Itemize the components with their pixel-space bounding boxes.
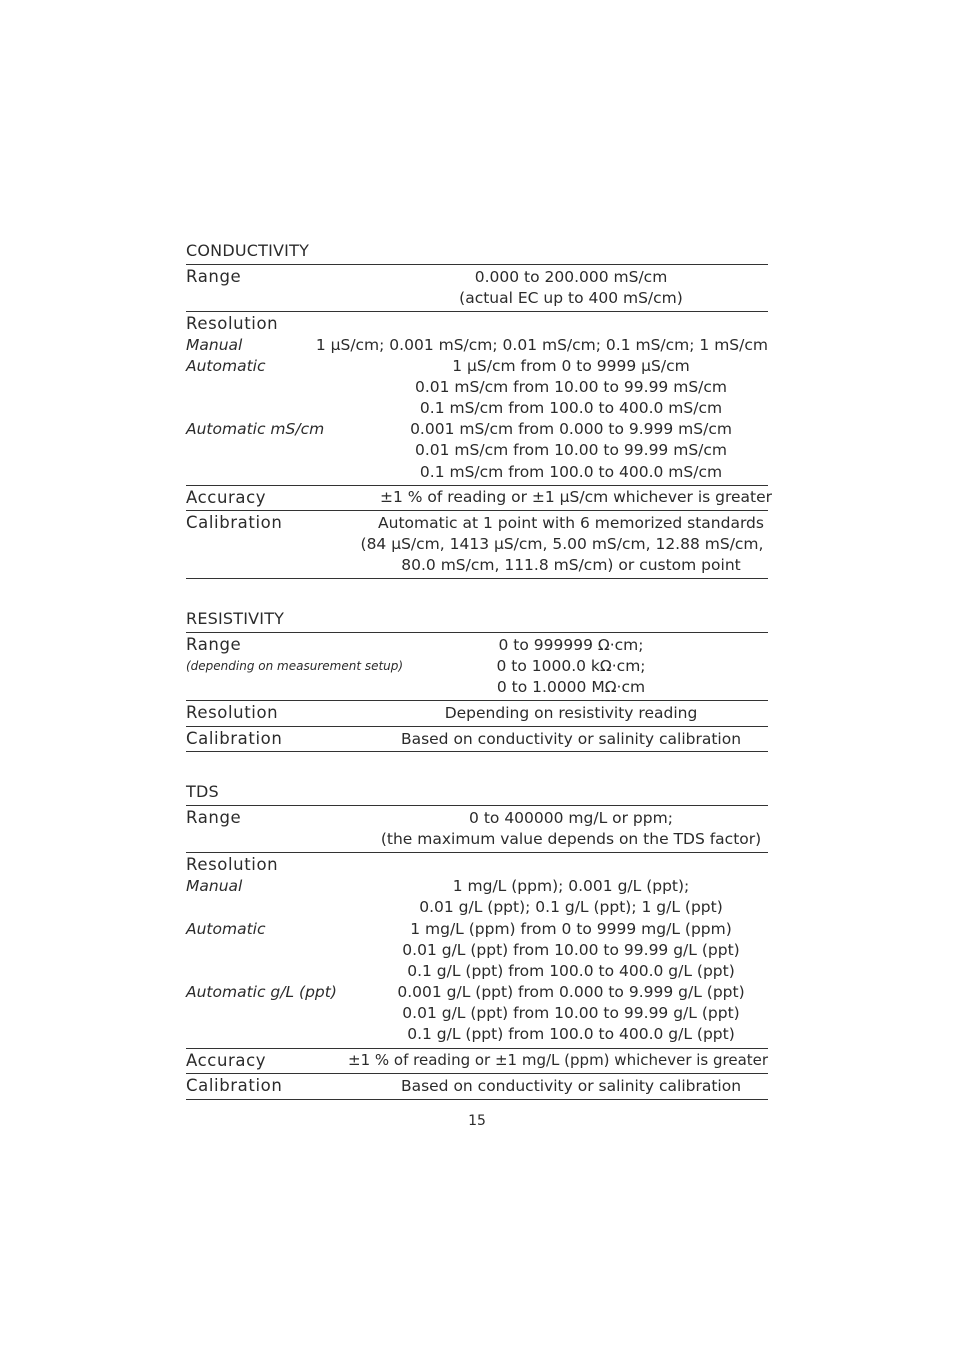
divider xyxy=(186,1073,768,1074)
divider xyxy=(186,311,768,312)
divider xyxy=(186,510,768,511)
divider xyxy=(186,264,768,265)
divider xyxy=(186,1099,768,1100)
range-label: Range xyxy=(186,635,242,654)
range-value: 0 to 1.0000 MΩ·cm xyxy=(496,678,646,696)
calibration-label: Calibration xyxy=(186,729,283,748)
manual-label: Manual xyxy=(186,336,243,354)
accuracy-label: Accuracy xyxy=(186,488,267,507)
range-value: (the maximum value depends on the TDS factor) xyxy=(380,830,762,848)
resolution-value: 0.001 mS/cm from 0.000 to 9.999 mS/cm xyxy=(410,420,732,438)
calibration-value: Based on conductivity or salinity calibration xyxy=(400,730,742,748)
automatic-ms-label: Automatic mS/cm xyxy=(186,420,325,438)
range-label: Range xyxy=(186,808,242,827)
calibration-value: (84 µS/cm, 1413 µS/cm, 5.00 mS/cm, 12.88 mS/cm, xyxy=(360,535,764,553)
divider xyxy=(186,805,768,806)
automatic-gl-label: Automatic g/L (ppt) xyxy=(186,983,337,1001)
section-title-tds: TDS xyxy=(186,782,219,801)
resolution-value: 0.001 g/L (ppt) from 0.000 to 9.999 g/L (ppt) xyxy=(397,983,745,1001)
page-number: 15 xyxy=(468,1113,486,1129)
calibration-value: Based on conductivity or salinity calibration xyxy=(400,1077,742,1095)
divider xyxy=(186,726,768,727)
range-value: 0.000 to 200.000 mS/cm xyxy=(474,268,668,286)
accuracy-value: ±1 % of reading or ±1 mg/L (ppm) whichever is greater xyxy=(348,1051,769,1069)
range-value: 0 to 1000.0 kΩ·cm; xyxy=(496,657,646,675)
range-value: 0 to 400000 mg/L or ppm; xyxy=(469,809,673,827)
resolution-value: 0.01 mS/cm from 10.00 to 99.99 mS/cm xyxy=(414,441,727,459)
resolution-label: Resolution xyxy=(186,314,279,333)
accuracy-value: ±1 % of reading or ±1 µS/cm whichever is greater xyxy=(380,488,773,506)
calibration-label: Calibration xyxy=(186,513,283,532)
resolution-value: 0.1 mS/cm from 100.0 to 400.0 mS/cm xyxy=(419,399,723,417)
divider xyxy=(186,751,768,752)
range-note: (depending on measurement setup) xyxy=(186,659,404,673)
resolution-value: 0.01 g/L (ppt) from 10.00 to 99.99 g/L (ppt) xyxy=(402,941,740,959)
resolution-value: 0.01 mS/cm from 10.00 to 99.99 mS/cm xyxy=(414,378,727,396)
resolution-value: 1 mg/L (ppm) from 0 to 9999 mg/L (ppm) xyxy=(410,920,732,938)
resolution-value: 0.1 mS/cm from 100.0 to 400.0 mS/cm xyxy=(419,463,723,481)
range-value: (actual EC up to 400 mS/cm) xyxy=(459,289,683,307)
calibration-value: Automatic at 1 point with 6 memorized standards xyxy=(378,514,764,532)
resolution-value: 1 mg/L (ppm); 0.001 g/L (ppt); xyxy=(452,877,690,895)
divider xyxy=(186,1048,768,1049)
resolution-value: 0.1 g/L (ppt) from 100.0 to 400.0 g/L (ppt) xyxy=(407,962,735,980)
calibration-value: 80.0 mS/cm, 111.8 mS/cm) or custom point xyxy=(401,556,741,574)
divider xyxy=(186,700,768,701)
resolution-label: Resolution xyxy=(186,703,279,722)
divider xyxy=(186,632,768,633)
section-title-conductivity: CONDUCTIVITY xyxy=(186,241,310,260)
manual-label: Manual xyxy=(186,877,243,895)
resolution-value: Depending on resistivity reading xyxy=(444,704,698,722)
divider xyxy=(186,485,768,486)
resolution-value: 0.1 g/L (ppt) from 100.0 to 400.0 g/L (ppt) xyxy=(407,1025,735,1043)
accuracy-label: Accuracy xyxy=(186,1051,267,1070)
resolution-value: 0.01 g/L (ppt) from 10.00 to 99.99 g/L (ppt) xyxy=(402,1004,740,1022)
range-label: Range xyxy=(186,267,242,286)
resolution-value: 0.01 g/L (ppt); 0.1 g/L (ppt); 1 g/L (ppt) xyxy=(419,898,723,916)
divider xyxy=(186,578,768,579)
divider xyxy=(186,852,768,853)
resolution-value: 1 µS/cm; 0.001 mS/cm; 0.01 mS/cm; 0.1 mS/cm; 1 mS/cm xyxy=(315,336,768,354)
range-value: 0 to 999999 Ω·cm; xyxy=(498,636,644,654)
resolution-label: Resolution xyxy=(186,855,279,874)
automatic-label: Automatic xyxy=(186,357,266,375)
automatic-label: Automatic xyxy=(186,920,266,938)
resolution-value: 1 µS/cm from 0 to 9999 µS/cm xyxy=(452,357,690,375)
section-title-resistivity: RESISTIVITY xyxy=(186,609,285,628)
calibration-label: Calibration xyxy=(186,1076,283,1095)
